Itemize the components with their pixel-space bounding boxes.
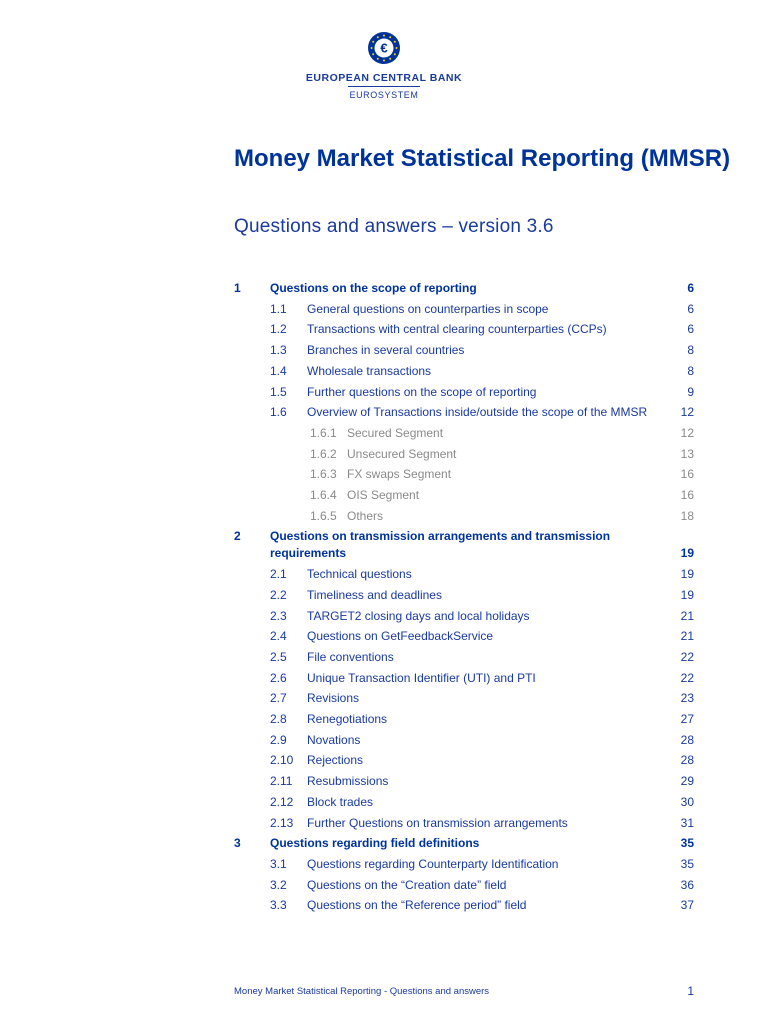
toc-entry-page: 35: [680, 856, 694, 871]
toc-entry-label[interactable]: General questions on counterparties in scope: [307, 301, 549, 316]
toc-entry-page: 23: [680, 691, 694, 706]
euro-symbol: €: [380, 40, 388, 56]
toc-entry-number: 1.6.4: [310, 488, 337, 502]
toc-entry-label[interactable]: Branches in several countries: [307, 343, 465, 358]
toc-entry-page: 8: [687, 343, 694, 358]
toc-entry-number: 3.3: [270, 898, 287, 913]
toc-entry-page: 19: [680, 546, 694, 561]
toc-entry-label[interactable]: Overview of Transactions inside/outside the scope of the MMSR: [307, 405, 648, 420]
toc-entry-page: 22: [680, 670, 694, 685]
toc-entry-page: 8: [687, 363, 694, 378]
toc-entry-number: 2.10: [270, 753, 294, 768]
toc-entry-page: 12: [680, 425, 694, 440]
toc-entry-page: 30: [680, 794, 694, 809]
toc-entry-number: 2.5: [270, 649, 287, 664]
toc-entry-number: 1.3: [270, 343, 287, 358]
toc-entry-label[interactable]: FX swaps Segment: [347, 467, 452, 482]
toc-entry-label[interactable]: Timeliness and deadlines: [307, 587, 442, 602]
toc-entry-label[interactable]: Questions on the “Creation date” field: [307, 877, 507, 892]
toc-entry-page: 19: [680, 587, 694, 602]
logo-bank-name: EUROPEAN CENTRAL BANK: [305, 72, 463, 84]
toc-entry-number: 2.4: [270, 629, 287, 644]
ecb-logo: [0, 30, 768, 105]
toc-entry-number: 2.13: [270, 815, 294, 830]
toc-entry-page: 6: [687, 281, 694, 295]
toc-entry-page: 6: [687, 301, 694, 316]
toc-entry-number: 3.1: [270, 856, 287, 871]
toc-entry-label[interactable]: Rejections: [307, 753, 364, 768]
toc-entry[interactable]: [0, 528, 768, 562]
document-subtitle: Questions and answers – version 3.6: [234, 216, 554, 237]
toc-entry-label[interactable]: Wholesale transactions: [307, 363, 432, 378]
toc-entry-number: 1.1: [270, 301, 287, 316]
toc-entry-number: 3: [234, 836, 241, 851]
toc-entry-page: 36: [680, 877, 694, 892]
toc-entry-page: 21: [680, 608, 694, 623]
toc-entry-number: 3.2: [270, 877, 287, 892]
toc-entry-label[interactable]: Questions regarding field definitions: [270, 836, 480, 851]
toc-entry-page: 27: [680, 712, 694, 726]
toc-entry-label[interactable]: Questions on the “Reference period” field: [307, 898, 527, 913]
toc-entry-number: 2.2: [270, 587, 287, 602]
logo-system-name: EUROSYSTEM: [349, 90, 419, 100]
toc-entry-label[interactable]: Block trades: [307, 794, 374, 809]
toc-entry-page: 13: [680, 446, 694, 461]
toc-entry-number: 2.3: [270, 608, 287, 623]
toc-entry-page: 19: [680, 567, 694, 582]
toc-entry-label[interactable]: Questions regarding Counterparty Identification: [307, 856, 559, 871]
footer-page-number: 1: [687, 984, 694, 998]
toc-entry-number: 2.11: [270, 774, 293, 789]
toc-entry-number: 1.6.5: [310, 508, 337, 523]
toc-entry-page: 31: [680, 815, 694, 830]
toc-entry-label[interactable]: Others: [347, 508, 384, 523]
toc-entry-label[interactable]: Questions on GetFeedbackService: [307, 629, 494, 644]
toc-entry-page: 28: [680, 753, 694, 768]
toc-entry-label[interactable]: Unsecured Segment: [347, 446, 457, 461]
toc-entry-page: 9: [687, 384, 694, 399]
toc-entry-label[interactable]: Further questions on the scope of reporting: [307, 384, 537, 399]
toc-entry-label[interactable]: File conventions: [307, 649, 394, 664]
toc-entry-label[interactable]: Unique Transaction Identifier (UTI) and PTI: [307, 670, 536, 685]
toc-entry-number: 2.6: [270, 670, 287, 685]
toc-entry-label[interactable]: Renegotiations: [307, 712, 388, 726]
toc-entry-label[interactable]: Questions on the scope of reporting: [270, 281, 477, 295]
toc-entry-label[interactable]: Technical questions: [307, 567, 412, 582]
toc-entry-page: 16: [680, 467, 694, 482]
toc-entry-label[interactable]: TARGET2 closing days and local holidays: [307, 608, 530, 623]
toc-entry-label[interactable]: Transactions with central clearing counterparties (CCPs): [307, 322, 607, 337]
toc-entry-number: 2: [234, 529, 241, 544]
toc-entry-page: 29: [680, 774, 694, 789]
toc-entry-page: 16: [680, 488, 694, 502]
document-title: Money Market Statistical Reporting (MMSR): [234, 145, 731, 172]
toc-entry-number: 1.6: [270, 405, 287, 420]
logo-divider: [348, 86, 420, 87]
toc-entry-page: 22: [680, 649, 694, 664]
toc-entry-label[interactable]: Secured Segment: [347, 425, 444, 440]
toc-entry-number: 2.1: [270, 567, 287, 582]
toc-entry-label[interactable]: Questions on transmission arrangements and transmission requirements: [270, 529, 611, 561]
toc-entry-label[interactable]: Resubmissions: [307, 774, 389, 789]
toc-entry-label[interactable]: Novations: [307, 732, 361, 747]
toc-entry-label[interactable]: OIS Segment: [347, 488, 420, 502]
toc-entry-page: 37: [680, 898, 694, 913]
toc-entry-number: 1.4: [270, 363, 287, 378]
toc-entry-label[interactable]: Revisions: [307, 691, 360, 706]
toc-entry-number: 2.9: [270, 732, 287, 747]
toc-entry-number: 1.2: [270, 322, 287, 337]
toc-entry-number: 2.12: [270, 794, 294, 809]
toc-entry-page: 28: [680, 732, 694, 747]
toc-entry-page: 21: [680, 629, 694, 644]
toc-entry-number: 2.8: [270, 712, 287, 726]
toc-entry-page: 35: [680, 836, 694, 851]
toc-entry-number: 1: [234, 281, 241, 295]
toc-entry-number: 2.7: [270, 691, 287, 706]
toc-entry-page: 6: [687, 322, 694, 337]
footer-title: Money Market Statistical Reporting - Questions and answers: [234, 986, 490, 997]
toc-entry-number: 1.5: [270, 384, 287, 399]
toc-entry-number: 1.6.3: [310, 467, 337, 482]
toc-entry-page: 12: [680, 405, 694, 420]
toc-entry-label[interactable]: Further Questions on transmission arrangements: [307, 815, 568, 830]
toc-entry-number: 1.6.1: [310, 425, 337, 440]
toc-entry-number: 1.6.2: [310, 446, 337, 461]
toc-entry-page: 18: [680, 508, 694, 523]
euro-star-circle-icon: [368, 32, 400, 64]
